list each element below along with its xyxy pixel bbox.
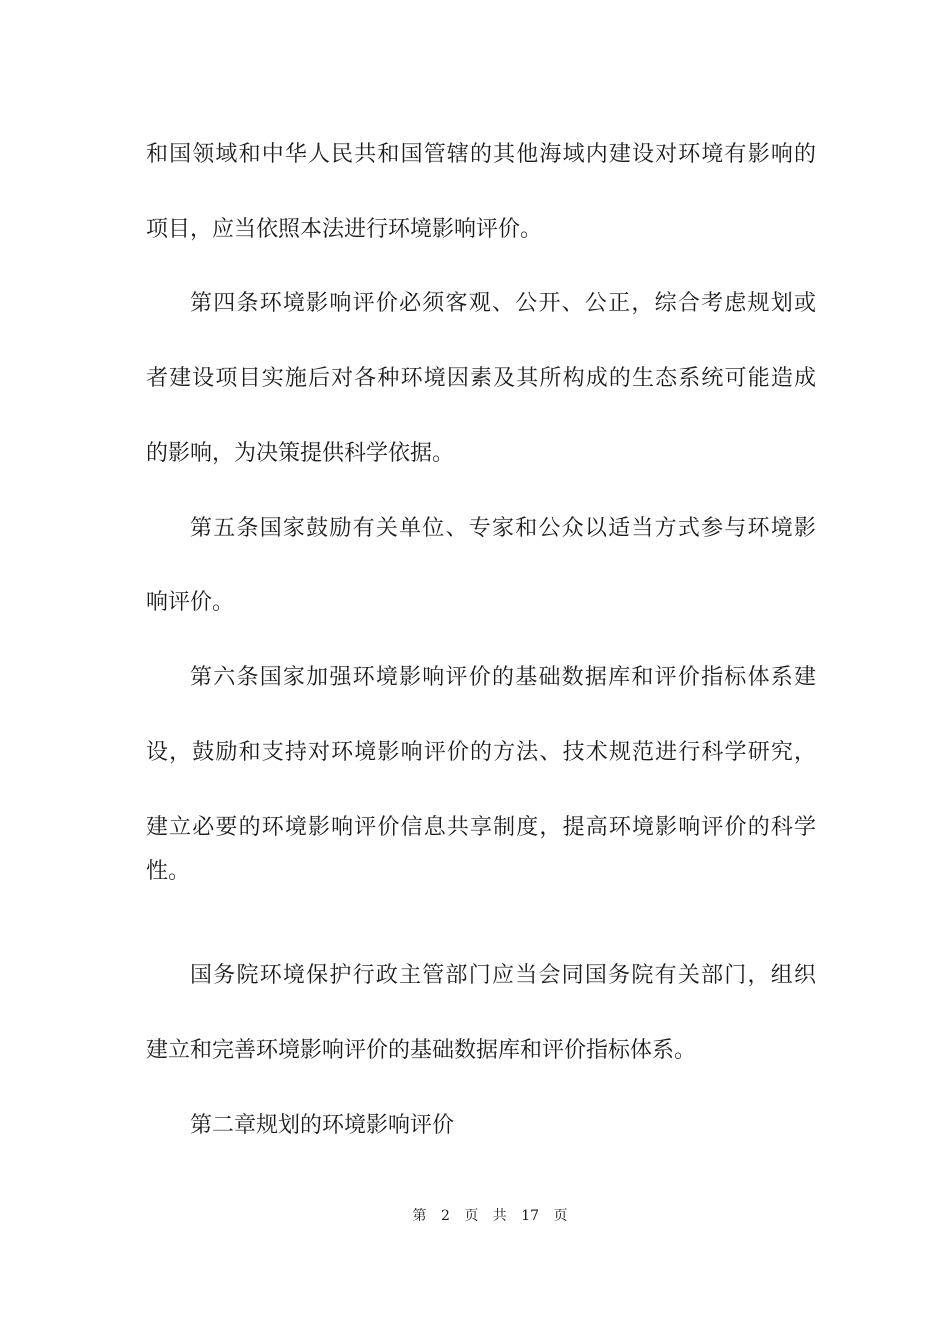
paragraph-article-4-line: 第四条环境影响评价必须客观、公开、公正，综合考虑规划或 <box>190 291 816 316</box>
footer-page-label: 页 <box>464 1208 479 1224</box>
paragraph-article-5-line: 第五条国家鼓励有关单位、专家和公众以适当方式参与环境影 <box>190 516 816 541</box>
body-text-line: 设，鼓励和支持对环境影响评价的方法、技术规范进行科学研究， <box>146 740 816 765</box>
paragraph-article-6-line: 第六条国家加强环境影响评价的基础数据库和评价指标体系建 <box>190 665 816 690</box>
body-text-line: 响评价。 <box>146 590 235 615</box>
footer-suffix: 页 <box>553 1208 568 1224</box>
body-text-line: 建立必要的环境影响评价信息共享制度，提高环境影响评价的科学 <box>146 815 816 840</box>
body-text-line: 项目，应当依照本法进行环境影响评价。 <box>146 217 543 242</box>
paragraph-state-council-line: 国务院环境保护行政主管部门应当会同国务院有关部门，组织 <box>190 963 816 988</box>
chapter-heading: 第二章规划的环境影响评价 <box>190 1113 455 1138</box>
page-footer <box>0 1206 950 1226</box>
body-text-line: 建立和完善环境影响评价的基础数据库和评价指标体系。 <box>146 1038 697 1063</box>
footer-current-page: 2 <box>440 1208 450 1224</box>
footer-total-label: 共 <box>492 1208 507 1224</box>
footer-prefix: 第 <box>412 1208 427 1224</box>
body-text-line: 的影响，为决策提供科学依据。 <box>146 441 455 466</box>
body-text-line: 和国领域和中华人民共和国管辖的其他海域内建设对环境有影响的 <box>146 142 816 167</box>
footer-total-pages: 17 <box>521 1208 540 1224</box>
body-text-line: 者建设项目实施后对各种环境因素及其所构成的生态系统可能造成 <box>146 366 816 391</box>
body-text-line: 性。 <box>146 859 191 884</box>
